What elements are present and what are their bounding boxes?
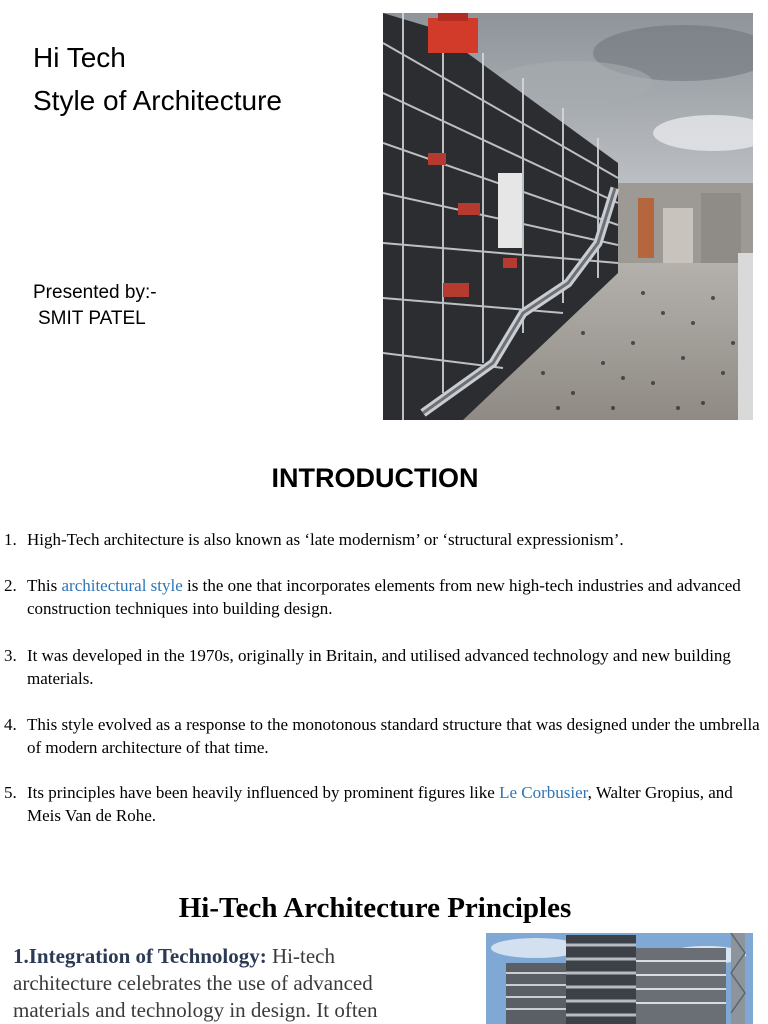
list-item-number: 1. xyxy=(4,530,17,549)
list-item-number: 2. xyxy=(4,576,17,595)
list-item-text-part: Its principles have been heavily influenced by prominent figures like xyxy=(27,783,500,802)
introduction-heading: INTRODUCTION xyxy=(271,463,479,493)
principle-title: 1.Integration of Technology: xyxy=(13,944,267,968)
list-item-number: 5. xyxy=(4,783,17,802)
list-item-number: 4. xyxy=(4,715,17,734)
le-corbusier-link[interactable]: Le Corbusier xyxy=(499,783,588,802)
title-line-1: Hi Tech xyxy=(33,42,126,73)
list-item-text: It was developed in the 1970s, originally in Britain, and utilised advanced technology and new building materials. xyxy=(27,646,731,688)
list-item-text: High-Tech architecture is also known as ‘late modernism’ or ‘structural expressionism’. xyxy=(27,530,624,549)
principle-paragraph xyxy=(13,943,433,1024)
architectural-style-link[interactable]: architectural style xyxy=(61,576,183,595)
lloyds-building-photo xyxy=(486,933,753,1024)
presenter-name: SMIT PATEL xyxy=(38,308,146,329)
presenter-block xyxy=(33,280,157,332)
list-item-text-part: , Walter Gropius, and Meis Van de Rohe. xyxy=(27,783,733,825)
centre-pompidou-photo xyxy=(383,13,753,420)
title-block xyxy=(33,36,282,122)
list-item-text: This style evolved as a response to the monotonous standard structure that was designed under the umbrella of modern architecture of that time. xyxy=(27,715,760,757)
list-item-text xyxy=(27,781,767,827)
title-line-2: Style of Architecture xyxy=(33,85,283,116)
principles-heading: Hi-Tech Architecture Principles xyxy=(178,892,572,924)
presenter-label: Presented by:- xyxy=(33,282,157,303)
principle-text: Hi-tech architecture celebrates the use of advanced materials and technology in design. It often xyxy=(13,944,378,1022)
list-item-number: 3. xyxy=(4,646,17,665)
list-item-text-part: This xyxy=(27,576,62,595)
list-item-text-part: is the one that incorporates elements from new high-tech industries and advanced construction techniques into building design. xyxy=(27,576,741,618)
list-item-text xyxy=(27,574,767,620)
